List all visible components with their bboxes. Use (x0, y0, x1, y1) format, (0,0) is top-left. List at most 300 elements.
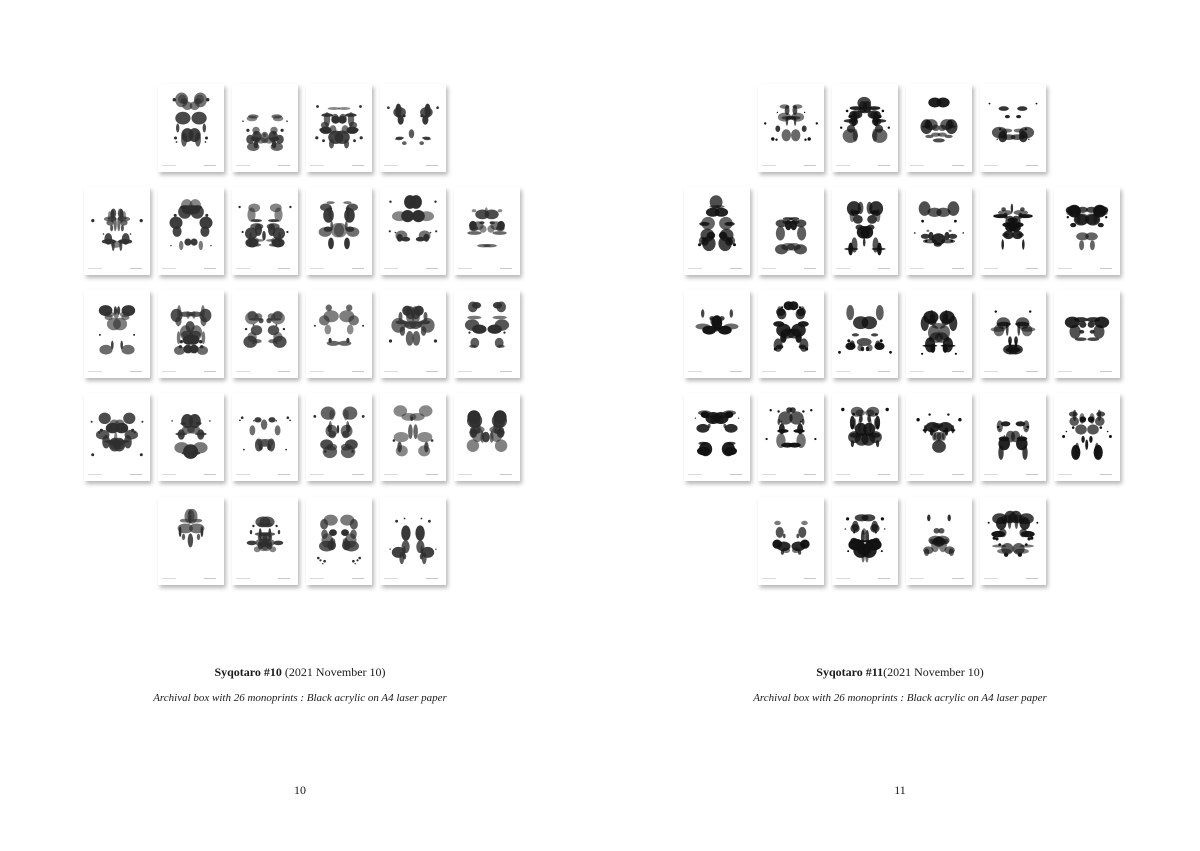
ink-speck (356, 128, 359, 131)
ink-speck (840, 127, 842, 129)
monoprint-card (1054, 393, 1120, 481)
ink-speck (319, 128, 322, 131)
ink-blot-shape (394, 432, 409, 442)
ink-blot-shape (798, 321, 809, 327)
ink-speck (434, 201, 436, 203)
ink-speck (881, 517, 884, 520)
monoprint-card (832, 187, 898, 275)
artist-signature (204, 268, 216, 269)
ink-blot-shape (999, 106, 1009, 111)
ink-blot-shape (273, 541, 283, 546)
ink-blot-shape (467, 439, 479, 452)
artist-signature (1100, 474, 1112, 475)
ink-speck (362, 415, 365, 418)
ink-speck (1066, 431, 1068, 433)
ink-speck (727, 416, 728, 417)
monoprint-card (306, 393, 372, 481)
monoprint-card (306, 187, 372, 275)
ink-blot (232, 497, 298, 585)
ink-speck (355, 563, 356, 564)
ink-blot-shape (1079, 321, 1086, 328)
ink-speck (210, 245, 211, 246)
ink-speck (124, 218, 126, 220)
ink-speck (993, 537, 996, 540)
ink-blot-shape (725, 411, 733, 418)
ink-blot-shape (845, 342, 855, 350)
ink-blot (232, 187, 298, 275)
ink-blot-shape (1071, 445, 1080, 460)
ink-blot-shape (399, 552, 404, 564)
artwork-medium: Archival box with 26 monoprints : Black acrylic on A4 laser paper (753, 692, 1047, 704)
ink-blot-shape (115, 423, 128, 434)
ink-blot-shape (863, 238, 866, 246)
ink-blot-shape (179, 241, 183, 250)
ink-blot-shape (121, 314, 129, 320)
ink-blot-shape (323, 208, 334, 223)
ink-blot-shape (180, 422, 186, 425)
ink-speck (800, 421, 802, 423)
ink-blot-shape (1015, 340, 1017, 354)
ink-blot-shape (774, 521, 781, 525)
monoprint-card (380, 497, 446, 585)
artist-signature (730, 268, 742, 269)
ink-blot-shape (326, 201, 334, 204)
print-edition-mark (984, 268, 998, 269)
ink-speck (275, 525, 277, 527)
print-edition-mark (458, 268, 472, 269)
ink-speck (253, 420, 255, 422)
ink-blot-shape (701, 309, 704, 317)
monoprint-card (832, 497, 898, 585)
ink-speck (997, 426, 1000, 429)
ink-speck (317, 557, 320, 560)
ink-speck (387, 106, 390, 109)
monoprint-card (380, 84, 446, 172)
ink-speck (395, 232, 397, 234)
artist-signature (426, 165, 438, 166)
monoprint-card (832, 393, 898, 481)
ink-blot-shape (801, 521, 808, 525)
ink-blot-shape (175, 93, 188, 108)
print-edition-mark (310, 474, 324, 475)
ink-blot (454, 290, 520, 378)
ink-blot-shape (271, 312, 285, 325)
ink-blot-shape (772, 540, 781, 549)
ink-blot (158, 84, 224, 172)
monoprint-card (758, 393, 824, 481)
ink-speck (173, 98, 176, 101)
ink-speck (502, 420, 503, 421)
ink-blot-shape (1017, 106, 1027, 111)
ink-blot-shape (473, 221, 484, 230)
ink-speck (389, 549, 390, 550)
ink-speck (322, 139, 325, 142)
ink-blot-shape (99, 413, 111, 424)
ink-blot-shape (119, 440, 129, 443)
ink-blot-shape (798, 550, 801, 555)
ink-blot-shape (496, 302, 506, 313)
ink-blot-shape (872, 117, 881, 126)
ink-blot-shape (397, 442, 402, 453)
ink-blot-shape (408, 424, 413, 439)
ink-blot-shape (1093, 325, 1104, 339)
monoprint-card (306, 84, 372, 172)
ink-blot-shape (256, 137, 266, 143)
ink-blot-shape (339, 310, 354, 322)
ink-speck (1036, 103, 1038, 105)
print-edition-mark (688, 474, 702, 475)
ink-speck (886, 408, 889, 411)
ink-speck (351, 450, 354, 453)
ink-speck (239, 420, 241, 422)
ink-blot-shape (867, 215, 877, 224)
ink-blot-shape (727, 442, 736, 445)
monoprint-card (832, 290, 898, 378)
ink-speck (276, 324, 278, 326)
ink-blot (832, 393, 898, 481)
ink-blot-shape (1079, 240, 1084, 250)
ink-blot-shape (262, 231, 266, 241)
monoprint-card (758, 497, 824, 585)
ink-blot-shape (1005, 115, 1010, 118)
ink-speck (91, 453, 94, 456)
monoprint-card (980, 497, 1046, 585)
ink-blot (758, 84, 824, 172)
ink-blot-shape (929, 539, 934, 544)
artist-signature (1026, 268, 1038, 269)
ink-speck (99, 334, 101, 336)
ink-blot (158, 290, 224, 378)
ink-speck (954, 220, 957, 223)
ink-speck (780, 421, 782, 423)
monoprint-card (684, 290, 750, 378)
ink-blot-shape (1001, 207, 1006, 211)
ink-speck (921, 220, 924, 223)
ink-blot-shape (1094, 445, 1103, 460)
ink-blot-shape (416, 237, 425, 242)
ink-blot-shape (180, 206, 187, 210)
ink-blot-shape (188, 510, 191, 514)
ink-blot-shape (712, 315, 723, 330)
ink-speck (875, 413, 878, 416)
ink-blot-shape (853, 418, 856, 429)
ink-blot-shape (701, 217, 715, 230)
ink-blot-shape (1012, 231, 1023, 240)
monoprint-card (1054, 187, 1120, 275)
ink-speck (802, 410, 804, 412)
ink-blot-shape (724, 324, 739, 330)
ink-speck (246, 129, 249, 132)
ink-blot-shape (865, 530, 869, 544)
ink-blot-shape (862, 514, 876, 521)
monoprint-card (906, 393, 972, 481)
print-edition-mark (910, 578, 924, 579)
ink-blot-shape (773, 321, 784, 327)
ink-speck (853, 531, 855, 533)
ink-blot (980, 84, 1046, 172)
ink-speck (997, 139, 998, 140)
ink-blot-shape (472, 325, 486, 334)
ink-blot-shape (257, 523, 264, 527)
ink-blot-shape (186, 321, 195, 332)
artist-signature (878, 578, 890, 579)
ink-blot-shape (925, 135, 933, 138)
ink-blot (684, 187, 750, 275)
ink-speck (925, 240, 928, 243)
ink-blot-shape (925, 337, 935, 352)
ink-blot-shape (1020, 207, 1025, 211)
artist-signature (426, 371, 438, 372)
ink-speck (174, 137, 177, 140)
ink-blot-shape (1088, 416, 1095, 422)
print-edition-mark (762, 474, 776, 475)
ink-blot-shape (1073, 410, 1077, 421)
ink-speck (140, 219, 143, 222)
ink-blot-shape (856, 225, 864, 231)
ink-speck (315, 136, 318, 139)
ink-blot-shape (467, 316, 481, 320)
ink-blot-shape (1015, 549, 1029, 554)
artwork-date: (2021 November 10) (281, 665, 386, 679)
ink-blot-shape (926, 230, 929, 232)
ink-speck (238, 206, 240, 208)
ink-speck (1029, 310, 1031, 312)
ink-blot-shape (1017, 322, 1020, 336)
monoprint-card (306, 497, 372, 585)
ink-blot-shape (783, 534, 786, 539)
print-edition-mark (310, 371, 324, 372)
ink-blot (84, 187, 150, 275)
ink-speck (881, 550, 883, 552)
ink-speck (1036, 522, 1038, 524)
ink-speck (393, 439, 396, 442)
ink-speck (182, 134, 184, 136)
ink-speck (846, 517, 849, 520)
ink-speck (999, 429, 1000, 430)
ink-blot-shape (189, 524, 204, 534)
ink-blot-shape (120, 341, 123, 350)
ink-blot-shape (495, 338, 504, 348)
ink-blot (832, 84, 898, 172)
ink-blot-shape (404, 322, 410, 327)
ink-blot-shape (400, 326, 405, 336)
ink-speck (206, 98, 209, 101)
ink-blot-shape (696, 324, 711, 330)
print-edition-mark (762, 371, 776, 372)
ink-blot-shape (944, 539, 949, 544)
ink-speck (889, 351, 892, 354)
artist-signature (278, 578, 290, 579)
monoprint-card (454, 393, 520, 481)
ink-blot-shape (869, 201, 883, 216)
ink-blot (980, 497, 1046, 585)
artist-signature (1026, 165, 1038, 166)
ink-speck (431, 439, 434, 442)
print-edition-mark (384, 578, 398, 579)
ink-speck (141, 421, 143, 423)
ink-blot-shape (250, 223, 263, 230)
ink-blot-shape (269, 243, 280, 246)
ink-speck (988, 522, 990, 524)
page-number: 10 (294, 783, 306, 797)
ink-blot-shape (1020, 529, 1028, 538)
ink-speck (1004, 435, 1005, 436)
ink-speck (199, 340, 202, 343)
ink-blot-shape (197, 534, 200, 540)
ink-blot (84, 290, 150, 378)
ink-blot-shape (111, 241, 121, 248)
ink-blot-shape (402, 540, 410, 553)
ink-speck (198, 134, 200, 136)
ink-blot-shape (1070, 325, 1081, 339)
ink-blot-shape (493, 316, 507, 320)
artist-signature (500, 474, 512, 475)
ink-blot-shape (247, 332, 256, 342)
ink-blot (1054, 290, 1120, 378)
artwork-title: Syqotaro #10 (214, 665, 282, 679)
ink-speck (435, 230, 437, 232)
ink-blot (380, 187, 446, 275)
ink-speck (771, 137, 774, 140)
ink-blot-shape (1011, 134, 1025, 140)
ink-speck (1028, 537, 1031, 540)
ink-speck (1109, 435, 1112, 438)
ink-blot-shape (875, 125, 883, 133)
ink-blot-shape (1008, 218, 1018, 223)
ink-blot (380, 290, 446, 378)
ink-blot-shape (344, 238, 350, 250)
ink-blot-shape (1014, 515, 1025, 524)
artist-signature (278, 165, 290, 166)
ink-speck (242, 120, 244, 122)
ink-speck (1105, 216, 1107, 218)
ink-blot-shape (493, 231, 507, 235)
ink-blot-shape (945, 135, 953, 138)
ink-blot-shape (422, 137, 430, 140)
ink-blot-shape (849, 117, 858, 126)
ink-blot-shape (787, 243, 801, 251)
monoprint-card (84, 393, 150, 481)
ink-speck (243, 449, 245, 451)
ink-speck (360, 136, 363, 139)
ink-blot-shape (847, 125, 855, 133)
monoprint-card (1054, 290, 1120, 378)
ink-speck (735, 450, 737, 452)
ink-speck (921, 353, 923, 355)
ink-blot-shape (1066, 206, 1081, 215)
ink-blot-shape (1087, 424, 1099, 434)
monoprint-card (232, 393, 298, 481)
ink-blot (306, 187, 372, 275)
ink-speck (242, 231, 244, 233)
ink-speck (252, 525, 254, 527)
ink-blot-shape (191, 239, 198, 246)
ink-speck (878, 115, 881, 118)
print-edition-mark (162, 474, 176, 475)
ink-blot-shape (852, 333, 859, 336)
ink-blot-shape (997, 322, 1011, 326)
ink-blot-shape (943, 337, 953, 352)
monoprint-card (158, 290, 224, 378)
print-edition-mark (910, 165, 924, 166)
ink-blot-shape (99, 345, 112, 355)
ink-blot-shape (416, 540, 424, 553)
ink-blot-shape (730, 309, 733, 317)
artist-signature (204, 578, 216, 579)
ink-blot-shape (1081, 436, 1084, 443)
ink-blot-shape (937, 432, 945, 441)
ink-blot-shape (802, 126, 807, 132)
artist-signature (878, 165, 890, 166)
artist-signature (204, 371, 216, 372)
ink-blot-shape (182, 534, 185, 540)
monoprint-card (684, 393, 750, 481)
ink-blot-shape (867, 225, 875, 231)
ink-blot-shape (847, 201, 861, 216)
monoprint-card (980, 290, 1046, 378)
print-edition-mark (836, 371, 850, 372)
ink-speck (1026, 429, 1027, 430)
ink-speck (103, 233, 105, 235)
ink-blot-shape (715, 208, 729, 217)
ink-speck (958, 418, 961, 421)
ink-speck (140, 453, 143, 456)
ink-speck (430, 232, 432, 234)
ink-blot-shape (320, 519, 328, 530)
ink-blot-shape (874, 418, 877, 429)
ink-speck (323, 560, 326, 563)
ink-speck (698, 243, 701, 246)
ink-speck (176, 141, 178, 143)
ink-blot-shape (326, 305, 332, 312)
ink-blot-shape (791, 113, 804, 122)
ink-blot-shape (189, 345, 198, 354)
ink-speck (989, 103, 991, 105)
ink-blot-shape (710, 195, 723, 209)
ink-blot (906, 290, 972, 378)
ink-blot (306, 84, 372, 172)
ink-blot-shape (711, 414, 715, 424)
ink-blot (906, 393, 972, 481)
ink-blot-shape (472, 209, 477, 212)
ink-blot-shape (334, 223, 347, 237)
ink-speck (329, 217, 331, 219)
ink-speck (804, 139, 806, 141)
ink-blot-shape (485, 207, 488, 217)
ink-blot-shape (701, 411, 709, 418)
ink-speck (389, 230, 391, 232)
ink-blot-shape (857, 546, 871, 555)
print-edition-mark (458, 371, 472, 372)
print-edition-mark (688, 268, 702, 269)
ink-blot-shape (790, 220, 797, 230)
ink-speck (434, 339, 437, 342)
ink-speck (1067, 216, 1069, 218)
ink-blot-shape (1009, 222, 1023, 228)
ink-blot-shape (123, 413, 135, 424)
ink-blot-shape (416, 322, 422, 327)
ink-blot (306, 393, 372, 481)
ink-blot-shape (260, 532, 275, 536)
ink-blot-shape (259, 444, 263, 450)
ink-blot (980, 290, 1046, 378)
ink-blot-shape (412, 210, 425, 222)
ink-speck (841, 408, 844, 411)
monoprint-card (454, 290, 520, 378)
print-edition-mark (984, 578, 998, 579)
ink-blot-shape (719, 414, 723, 424)
ink-blot-shape (347, 227, 360, 237)
